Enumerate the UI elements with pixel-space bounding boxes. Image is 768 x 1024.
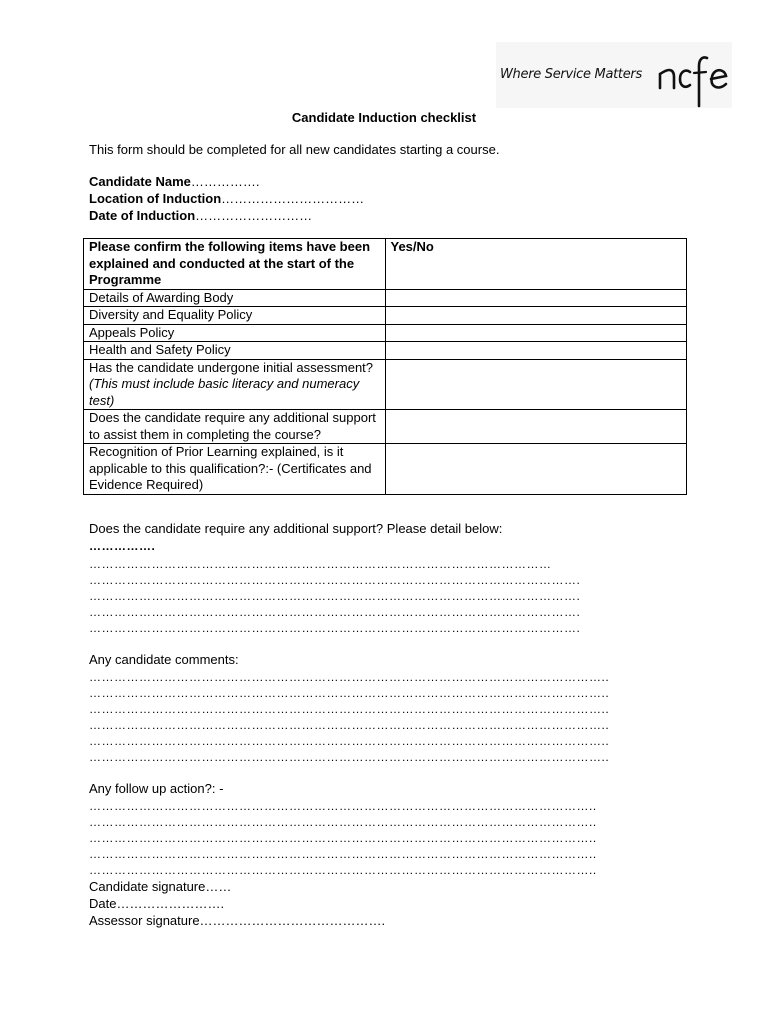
- item-text: Has the candidate undergone initial assessment?: [89, 359, 374, 375]
- yes-no-cell[interactable]: [385, 307, 687, 325]
- field-value: ……………………………: [221, 191, 365, 206]
- support-question: Does the candidate require any additional support? Please detail below:: [89, 521, 503, 536]
- candidate-signature[interactable]: Candidate signature……: [89, 879, 232, 894]
- ncfe-wordmark: [657, 50, 731, 108]
- ncfe-logo: [496, 42, 732, 108]
- item-cell: Appeals Policy: [84, 324, 386, 342]
- yes-no-cell[interactable]: [385, 289, 687, 307]
- support-line[interactable]: ……………………………………………………………………………………………………….: [89, 589, 581, 603]
- intro-text: This form should be completed for all new candidates starting a course.: [89, 142, 500, 157]
- assessor-signature[interactable]: Assessor signature…………………………………….: [89, 913, 386, 928]
- yes-no-cell[interactable]: [385, 324, 687, 342]
- followup-line[interactable]: …………………………………………………………………………………………………………..: [89, 847, 597, 861]
- item-cell: Health and Safety Policy: [84, 342, 386, 360]
- table-row: [84, 289, 687, 307]
- table-row: [84, 359, 687, 410]
- support-line[interactable]: ……………………………………………………………………………………………………….: [89, 621, 581, 635]
- table-row: [84, 324, 687, 342]
- table-row: [84, 410, 687, 444]
- date-of-induction-field: [89, 208, 312, 223]
- location-field: [89, 191, 364, 206]
- yes-no-cell[interactable]: [385, 342, 687, 360]
- followup-line[interactable]: …………………………………………………………………………………………………………..: [89, 863, 597, 877]
- logo-tagline: Where Service Matters: [500, 67, 642, 82]
- item-note: (This must include basic literacy and numeracy test): [89, 376, 360, 408]
- yes-no-cell[interactable]: [385, 410, 687, 444]
- comments-line[interactable]: ……………………………………………………………………………………………………………..: [89, 750, 610, 764]
- table-header-row: [84, 239, 687, 290]
- candidate-name-field: [89, 174, 260, 189]
- comments-line[interactable]: ……………………………………………………………………………………………………………..: [89, 734, 610, 748]
- induction-checklist-table: [83, 238, 687, 495]
- item-cell: Details of Awarding Body: [84, 289, 386, 307]
- support-line[interactable]: ……………………………………………………………………………………………………….: [89, 605, 581, 619]
- field-value: ………………………: [195, 208, 313, 223]
- comments-label: Any candidate comments:: [89, 652, 239, 667]
- comments-line[interactable]: ……………………………………………………………………………………………………………..: [89, 670, 610, 684]
- item-cell: Does the candidate require any additional support to assist them in completing the course?: [84, 410, 386, 444]
- field-label: Location of Induction: [89, 191, 222, 206]
- table-row: [84, 444, 687, 495]
- table-row: [84, 307, 687, 325]
- yes-no-cell[interactable]: [385, 444, 687, 495]
- comments-line[interactable]: ……………………………………………………………………………………………………………..: [89, 686, 610, 700]
- item-cell: Recognition of Prior Learning explained, is it applicable to this qualification?:- (Certificates and Evidence Required): [84, 444, 386, 495]
- page-title: Candidate Induction checklist: [291, 110, 477, 125]
- table-row: [84, 342, 687, 360]
- field-label: Date of Induction: [89, 208, 196, 223]
- followup-line[interactable]: …………………………………………………………………………………………………………..: [89, 815, 597, 829]
- item-cell: Diversity and Equality Policy: [84, 307, 386, 325]
- item-cell: [84, 359, 386, 410]
- support-line[interactable]: ……………………………………………………………………………………………………….: [89, 573, 581, 587]
- header-items: Please confirm the following items have been explained and conducted at the start of the Programme: [84, 239, 386, 290]
- comments-line[interactable]: ……………………………………………………………………………………………………………..: [89, 702, 610, 716]
- yes-no-cell[interactable]: [385, 359, 687, 410]
- signature-date[interactable]: Date…………………….: [89, 896, 225, 911]
- field-label: Candidate Name: [89, 174, 191, 189]
- followup-line[interactable]: …………………………………………………………………………………………………………..: [89, 831, 597, 845]
- followup-line[interactable]: …………………………………………………………………………………………………………..: [89, 799, 597, 813]
- field-value: …………….: [190, 174, 260, 189]
- support-line[interactable]: …………………………………………………………………………………………………: [89, 557, 552, 571]
- header-yes-no: Yes/No: [385, 239, 687, 290]
- support-first-line[interactable]: …………….: [89, 539, 156, 553]
- followup-label: Any follow up action?: -: [89, 781, 224, 796]
- comments-line[interactable]: ……………………………………………………………………………………………………………..: [89, 718, 610, 732]
